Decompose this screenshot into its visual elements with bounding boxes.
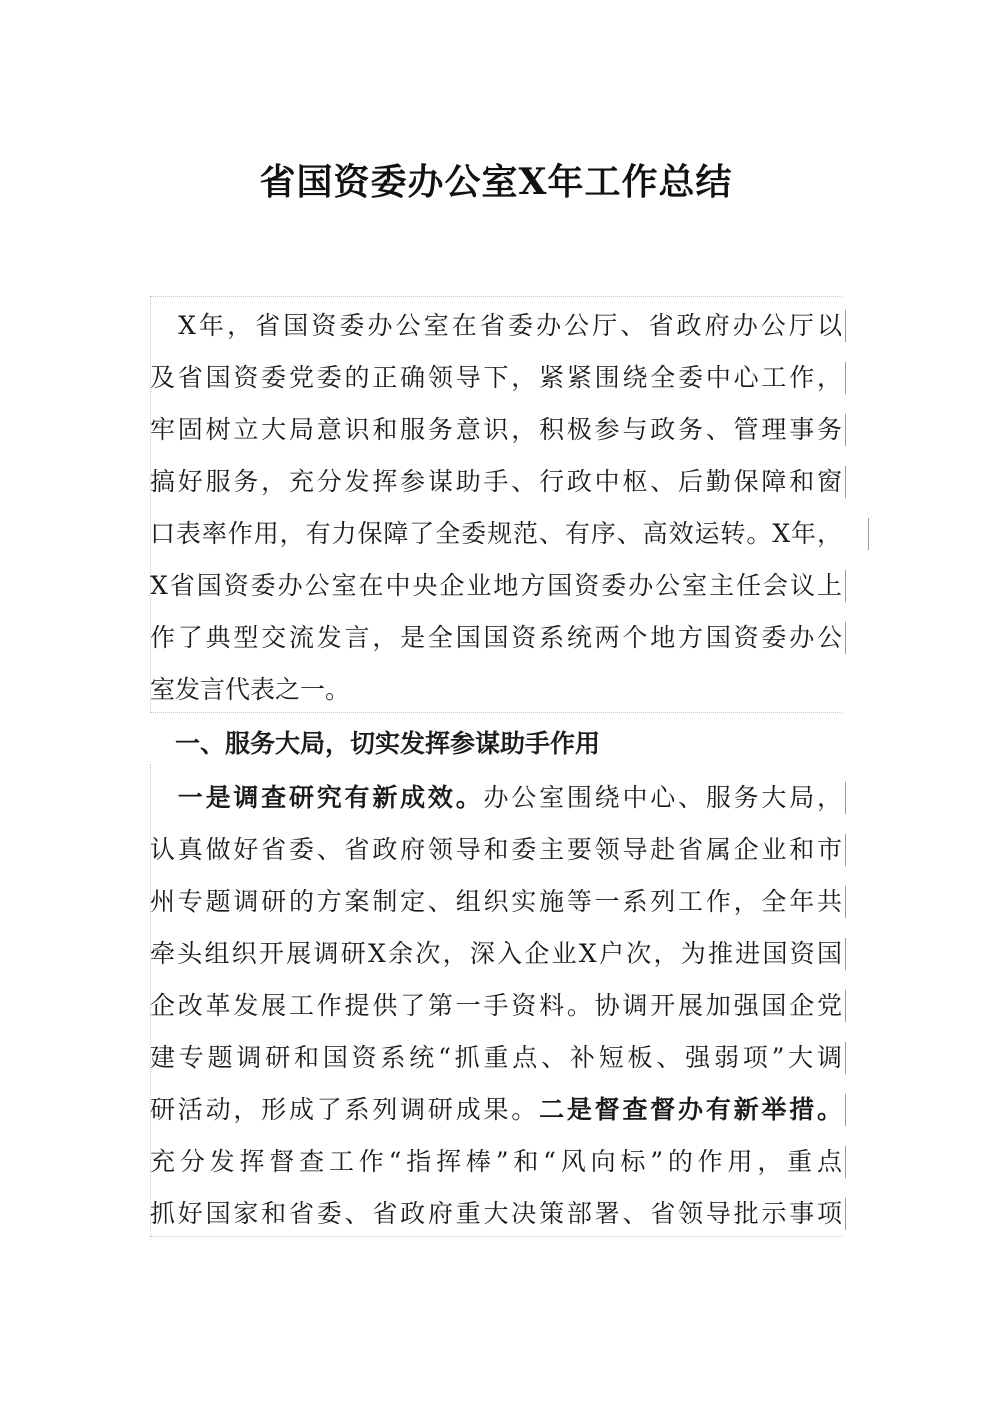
paragraph-text: 办公室围绕中心、服务大局，: [483, 783, 842, 812]
line-end-mark: [845, 466, 846, 498]
paragraph-line: [150, 1084, 842, 1136]
line-end-mark: [845, 938, 846, 970]
paragraph-text: 研活动，形成了系列调研成果。: [150, 1095, 540, 1124]
line-end-mark: [845, 570, 846, 602]
paragraph-line: X年，省国资委办公室在省委办公厅、省政府办公厅以: [150, 311, 842, 340]
line-end-mark: [845, 1198, 846, 1230]
text-boundary-bottom: [150, 1236, 842, 1237]
text-boundary-left: [150, 296, 151, 712]
paragraph-line: 建专题调研和国资系统“抓重点、补短板、强弱项”大调: [150, 1043, 842, 1072]
line-end-mark: [845, 834, 846, 866]
line-end-mark: [845, 782, 846, 814]
paragraph-line: 认真做好省委、省政府领导和委主要领导赴省属企业和市: [150, 835, 842, 864]
line-end-mark: [845, 362, 846, 394]
text-boundary-left: [150, 764, 151, 1236]
paragraph-line: 及省国资委党委的正确领导下，紧紧围绕全委中心工作，: [150, 363, 842, 392]
paragraph-line: 州专题调研的方案制定、组织实施等一系列工作，全年共: [150, 887, 842, 916]
page-title: 省国资委办公室X年工作总结: [259, 161, 733, 203]
paragraph-line: 牢固树立大局意识和服务意识，积极参与政务、管理事务: [150, 415, 842, 444]
line-end-mark: [845, 886, 846, 918]
paragraph-line: 抓好国家和省委、省政府重大决策部署、省领导批示事项: [150, 1199, 842, 1228]
line-end-mark: [845, 1146, 846, 1178]
lead-phrase: 一是调查研究有新成效。: [150, 783, 484, 812]
line-end-mark: [845, 1042, 846, 1074]
paragraph-line: 搞好服务，充分发挥参谋助手、行政中枢、后勤保障和窗: [150, 467, 842, 496]
line-end-mark: [845, 310, 846, 342]
line-end-mark: [845, 622, 846, 654]
line-end-mark: [868, 518, 869, 550]
text-boundary-mid: [150, 712, 842, 713]
paragraph-line: 作了典型交流发言，是全国国资系统两个地方国资委办公: [150, 623, 842, 652]
lead-phrase: 二是督查督办有新举措。: [539, 1095, 842, 1124]
line-end-mark: [845, 414, 846, 446]
paragraph-line: 企改革发展工作提供了第一手资料。协调开展加强国企党: [150, 991, 842, 1020]
paragraph-line: 牵头组织开展调研X余次，深入企业X户次，为推进国资国: [150, 939, 842, 968]
line-end-mark: [845, 990, 846, 1022]
paragraph-line: 口表率作用，有力保障了全委规范、有序、高效运转。X年，: [150, 519, 842, 548]
text-boundary-top: [150, 296, 842, 297]
section-heading: 一、服务大局，切实发挥参谋助手作用: [150, 729, 601, 758]
line-end-mark: [845, 1094, 846, 1126]
paragraph-line: 充分发挥督查工作“指挥棒”和“风向标”的作用，重点: [150, 1147, 842, 1176]
paragraph-line: 室发言代表之一。: [150, 675, 351, 704]
paragraph-line: X省国资委办公室在中央企业地方国资委办公室主任会议上: [150, 571, 842, 600]
paragraph-line: [150, 772, 842, 824]
